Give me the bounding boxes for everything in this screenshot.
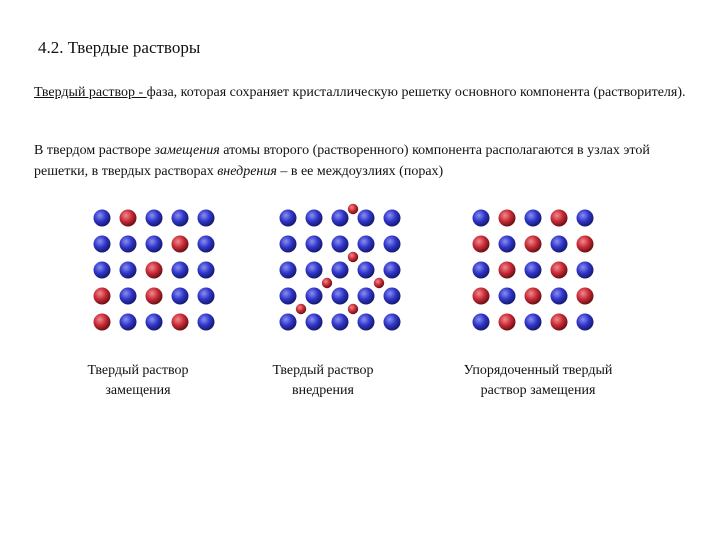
host-atom [306, 262, 323, 279]
interstitial-atom [322, 278, 332, 288]
host-atom [198, 236, 215, 253]
ordered-lattice-figure [463, 200, 603, 340]
solute-atom [146, 288, 163, 305]
host-atom [172, 210, 189, 227]
host-atom [146, 210, 163, 227]
caption-line: Твердый раствор [272, 363, 374, 378]
caption-line: замещения [105, 383, 171, 398]
host-atom [120, 236, 137, 253]
term-substitution: замещения [154, 143, 220, 158]
explanation-paragraph [34, 140, 694, 182]
host-atom [306, 288, 323, 305]
host-atom [306, 314, 323, 331]
section-heading: 4.2. Твердые растворы [38, 38, 201, 57]
ordered-lattice-svg [463, 200, 603, 340]
host-atom [94, 236, 111, 253]
host-atom [499, 236, 516, 253]
host-atom [384, 210, 401, 227]
caption-line: Упорядоченный твердый [463, 363, 613, 378]
interstitial-lattice-svg [270, 200, 410, 340]
host-atom [358, 236, 375, 253]
host-atom [551, 288, 568, 305]
solute-atom [577, 288, 594, 305]
host-atom [384, 236, 401, 253]
host-atom [358, 210, 375, 227]
host-atom [358, 288, 375, 305]
host-atom [120, 314, 137, 331]
solute-atom [499, 262, 516, 279]
host-atom [358, 262, 375, 279]
host-atom [525, 210, 542, 227]
solute-atom [525, 288, 542, 305]
host-atom [280, 314, 297, 331]
interstitial-atom [348, 252, 358, 262]
host-atom [577, 314, 594, 331]
host-atom [198, 262, 215, 279]
interstitial-atom [348, 304, 358, 314]
host-atom [473, 262, 490, 279]
host-atom [198, 314, 215, 331]
host-atom [332, 236, 349, 253]
host-atom [332, 314, 349, 331]
host-atom [577, 210, 594, 227]
definition-paragraph [34, 82, 694, 103]
interstitial-caption [233, 361, 413, 401]
host-atom [198, 288, 215, 305]
host-atom [146, 236, 163, 253]
host-atom [384, 288, 401, 305]
solute-atom [473, 288, 490, 305]
solute-atom [551, 262, 568, 279]
host-atom [280, 288, 297, 305]
solute-atom [473, 236, 490, 253]
host-atom [146, 314, 163, 331]
caption-line: Твердый раствор [87, 363, 189, 378]
solute-atom [172, 314, 189, 331]
host-atom [306, 236, 323, 253]
host-atom [120, 288, 137, 305]
term-interstitial: внедрения [217, 164, 277, 179]
solute-atom [172, 236, 189, 253]
host-atom [280, 236, 297, 253]
interstitial-atom [348, 204, 358, 214]
interstitial-atom [296, 304, 306, 314]
host-atom [120, 262, 137, 279]
host-atom [172, 262, 189, 279]
host-atom [94, 210, 111, 227]
interstitial-atom [374, 278, 384, 288]
host-atom [473, 314, 490, 331]
solute-atom [120, 210, 137, 227]
host-atom [280, 210, 297, 227]
term-underlined: Твердый раствор - [34, 85, 147, 100]
host-atom [499, 288, 516, 305]
ordered-caption [448, 361, 628, 401]
host-atom [198, 210, 215, 227]
solute-atom [525, 236, 542, 253]
solute-atom [94, 288, 111, 305]
explanation-part1: В твердом растворе [34, 143, 155, 158]
host-atom [577, 262, 594, 279]
host-atom [332, 210, 349, 227]
host-atom [306, 210, 323, 227]
solute-atom [499, 210, 516, 227]
definition-text: фаза, которая сохраняет кристаллическую решетку основного компонента (растворителя). [146, 85, 686, 100]
host-atom [332, 288, 349, 305]
explanation-part2: атомы второго (растворенного) компонента располагаются в узлах этой решетки, в твердых растворах [34, 143, 650, 179]
host-atom [94, 262, 111, 279]
substitution-lattice-figure [84, 200, 224, 340]
solute-atom [499, 314, 516, 331]
solute-atom [577, 236, 594, 253]
solute-atom [146, 262, 163, 279]
caption-line: внедрения [292, 383, 354, 398]
solute-atom [94, 314, 111, 331]
explanation-part3: – в ее междоузлиях (порах) [276, 164, 444, 179]
host-atom [384, 314, 401, 331]
host-atom [525, 262, 542, 279]
host-atom [358, 314, 375, 331]
host-atom [332, 262, 349, 279]
host-atom [384, 262, 401, 279]
host-atom [551, 236, 568, 253]
solute-atom [551, 314, 568, 331]
host-atom [280, 262, 297, 279]
host-atom [172, 288, 189, 305]
substitution-lattice-svg [84, 200, 224, 340]
interstitial-lattice-figure [270, 200, 410, 340]
host-atom [525, 314, 542, 331]
host-atom [473, 210, 490, 227]
caption-line: раствор замещения [480, 383, 596, 398]
solute-atom [551, 210, 568, 227]
substitution-caption [48, 361, 228, 401]
